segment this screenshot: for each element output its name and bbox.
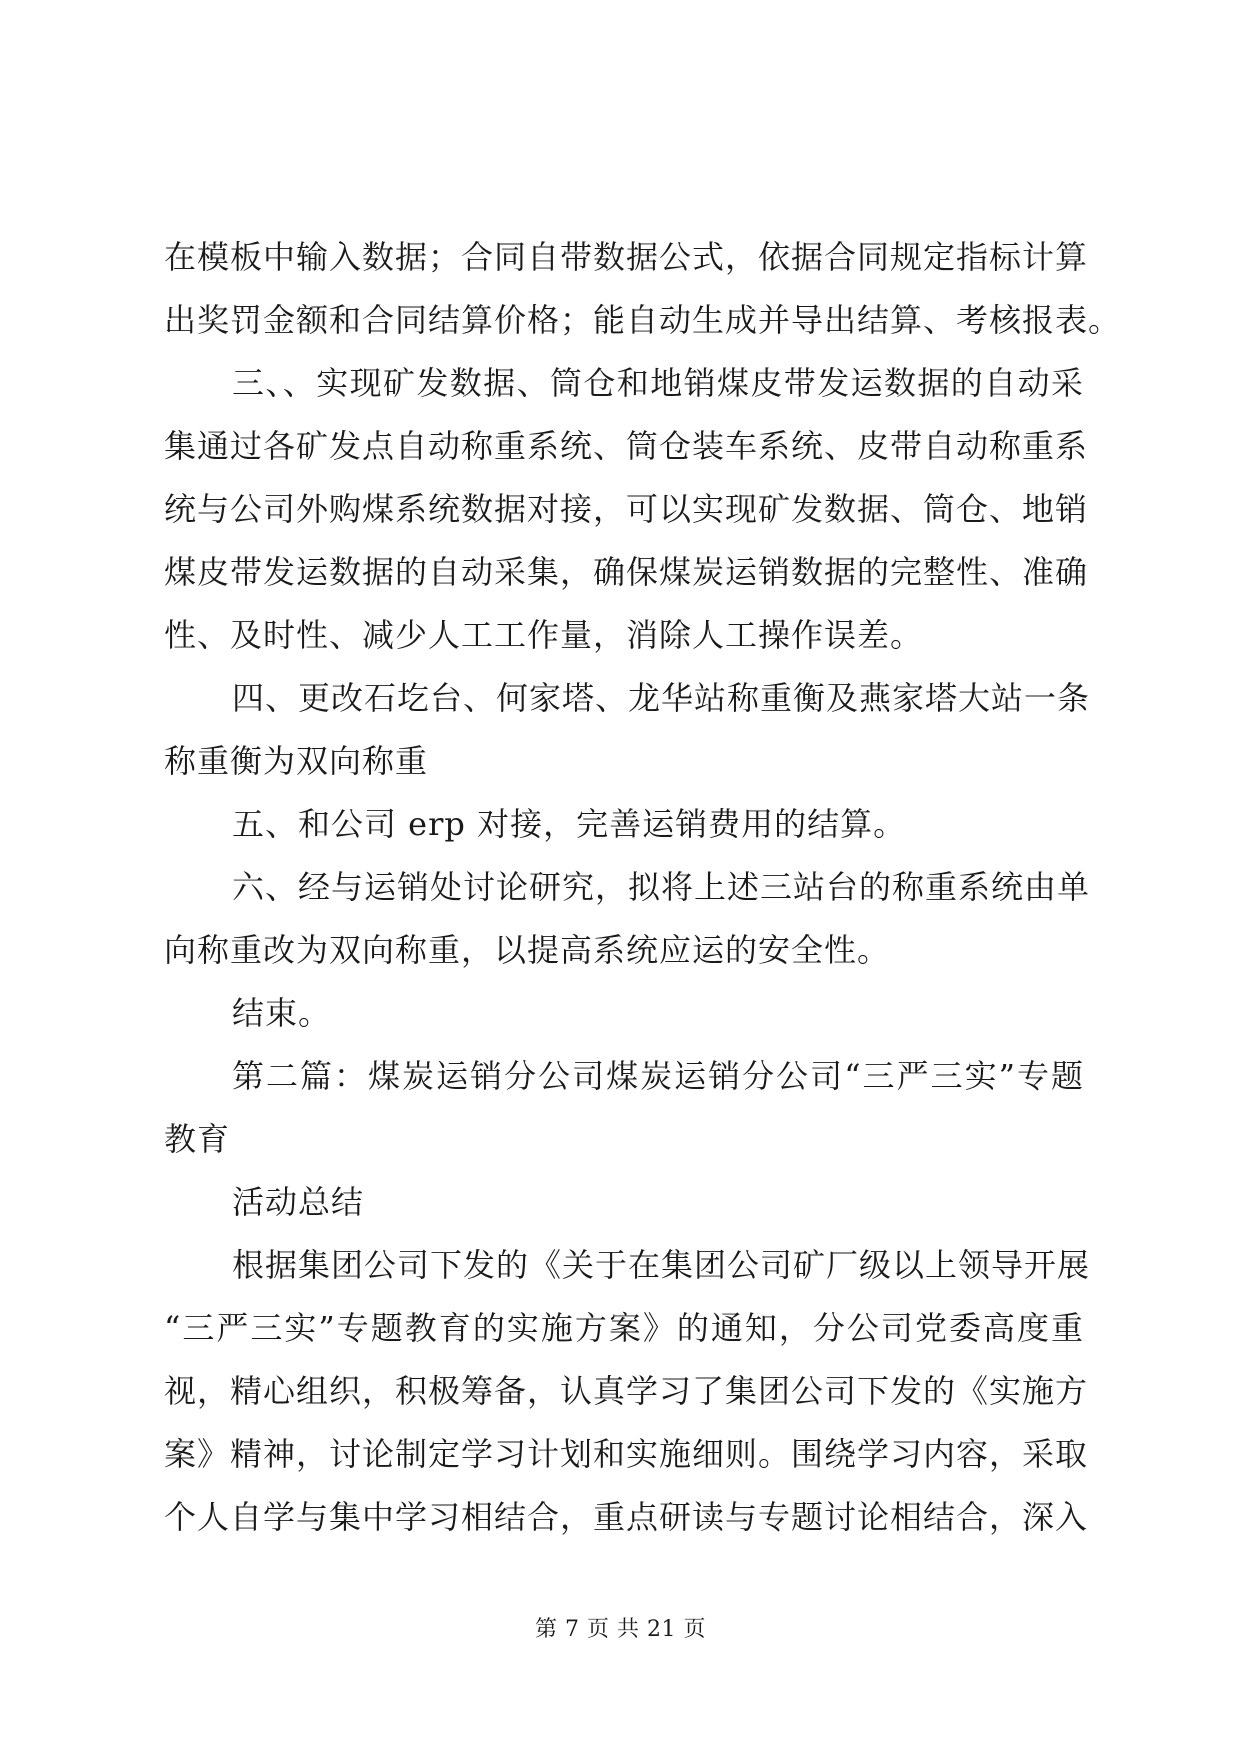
section-subheading-line: 活动总结	[232, 1183, 365, 1221]
text-line: 集通过各矿发点自动称重系统、筒仓装车系统、皮带自动称重系	[164, 427, 1089, 465]
text-line: 向称重改为双向称重，以提高系统应运的安全性。	[164, 931, 891, 969]
text-line: 三、、实现矿发数据、筒仓和地销煤皮带发运数据的自动采	[232, 364, 1084, 402]
text-line: “三严三实”专题教育的实施方案》的通知，分公司党委高度重	[164, 1309, 1084, 1347]
text-line: 五、和公司 erp 对接，完善运销费用的结算。	[232, 805, 907, 843]
section-heading-line: 教育	[164, 1120, 231, 1158]
text-line: 根据集团公司下发的《关于在集团公司矿厂级以上领导开展	[232, 1246, 1091, 1284]
page-number-footer: 第 7 页 共 21 页	[535, 1617, 706, 1642]
text-line: 出奖罚金额和合同结算价格；能自动生成并导出结算、考核报表。	[164, 301, 1122, 339]
text-line: 在模板中输入数据；合同自带数据公式，依据合同规定指标计算	[164, 238, 1089, 276]
text-line: 结束。	[232, 994, 332, 1032]
text-line: 统与公司外购煤系统数据对接，可以实现矿发数据、筒仓、地销	[164, 490, 1089, 528]
text-line: 案》精神，讨论制定学习计划和实施细则。围绕学习内容，采取	[164, 1435, 1089, 1473]
text-line: 六、经与运销处讨论研究，拟将上述三站台的称重系统由单	[232, 868, 1091, 906]
text-line: 四、更改石圪台、何家塔、龙华站称重衡及燕家塔大站一条	[232, 679, 1091, 717]
document-body	[164, 226, 1122, 1549]
text-line: 煤皮带发运数据的自动采集，确保煤炭运销数据的完整性、准确	[164, 553, 1089, 591]
section-heading-line: 第二篇：煤炭运销分公司煤炭运销分公司“三严三实”专题	[232, 1057, 1084, 1095]
text-line: 视，精心组织，积极筹备，认真学习了集团公司下发的《实施方	[164, 1372, 1089, 1410]
text-line: 称重衡为双向称重	[164, 742, 429, 780]
text-line: 性、及时性、减少人工工作量，消除人工操作误差。	[164, 616, 924, 654]
text-line: 个人自学与集中学习相结合，重点研读与专题讨论相结合，深入	[164, 1498, 1089, 1536]
